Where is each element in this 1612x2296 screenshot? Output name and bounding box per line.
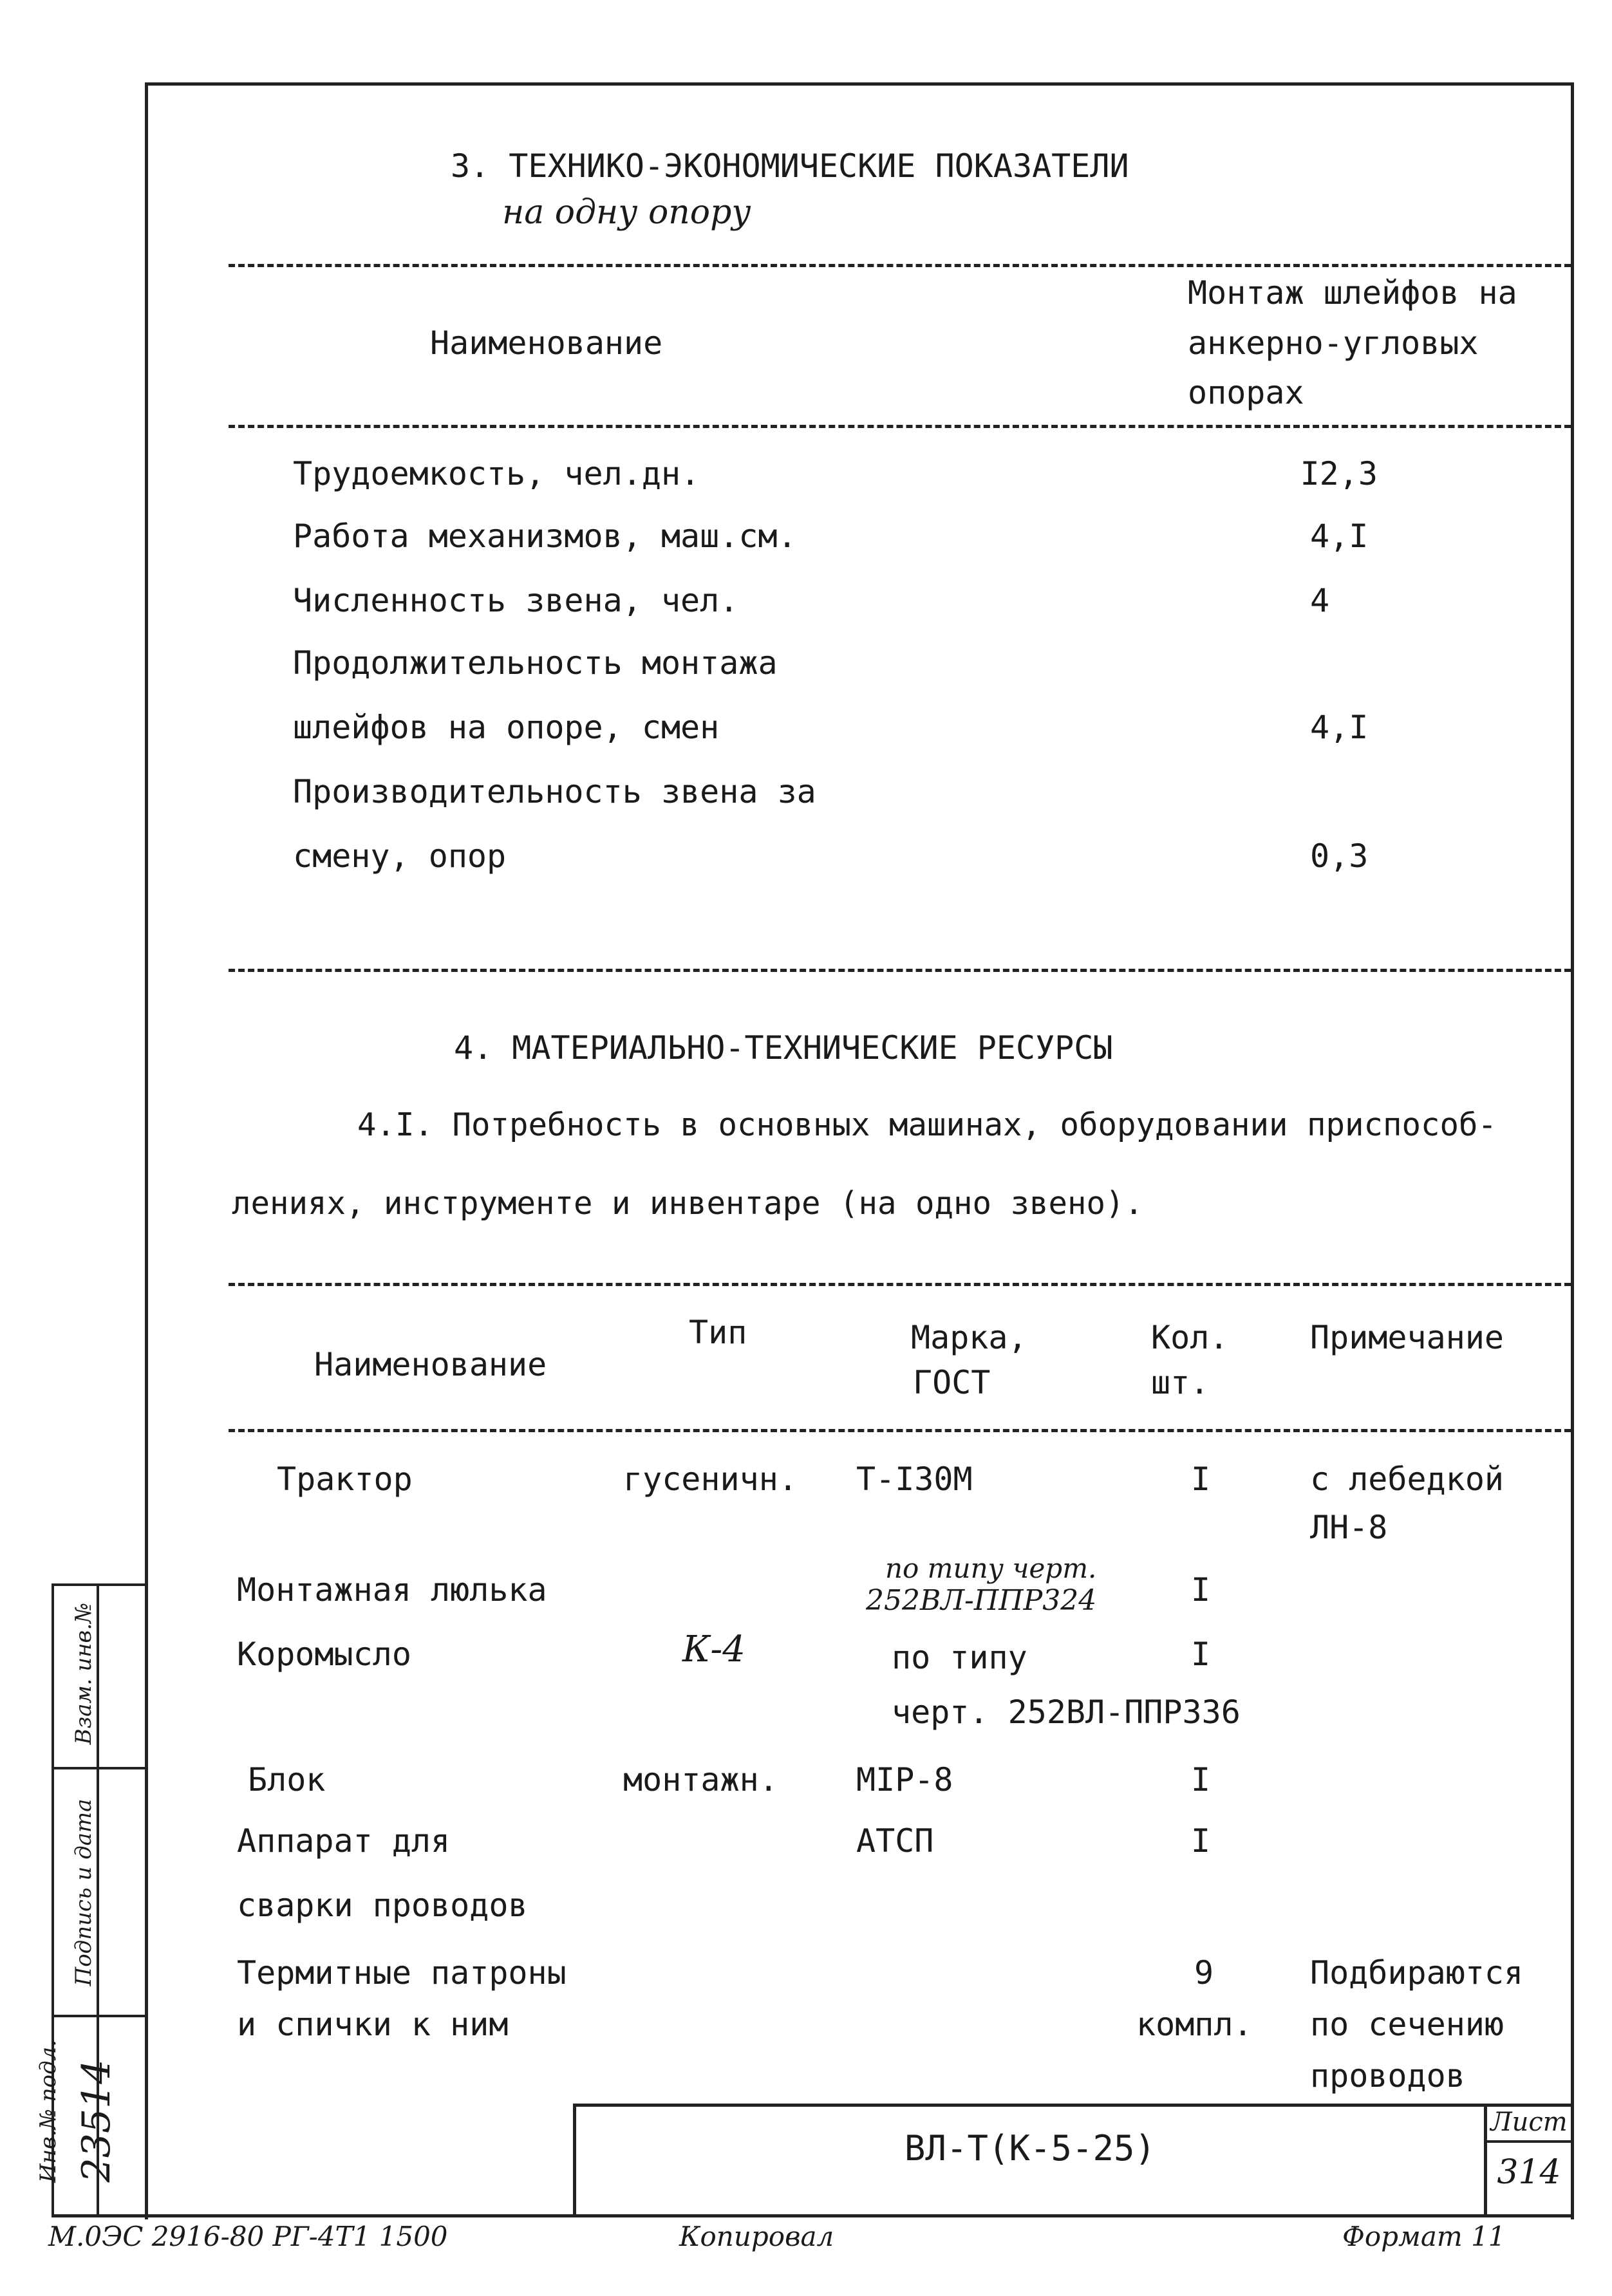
table3-header-name: Наименование [430, 324, 663, 362]
table4-row-mark: по типу [892, 1639, 1027, 1676]
table3-row-name: Производительность звена за [293, 773, 816, 810]
side-sign-label: Подпись и дата [71, 1798, 97, 1986]
side-stamp-div2 [52, 2015, 148, 2017]
table3-row-value: 4 [1310, 582, 1330, 619]
side-stamp-div1 [52, 1767, 148, 1769]
table4-header-rule [229, 1429, 1571, 1432]
table4-row-qty: I [1191, 1461, 1211, 1498]
side-replace-label: Взам. инв.№ [71, 1602, 97, 1745]
section4-paragraph-line1: 4.I. Потребность в основных машинах, оборудовании приспособ- [357, 1106, 1497, 1143]
table3-row-name: Численность звена, чел. [293, 582, 739, 619]
table4-header-mark: Марка, [911, 1319, 1027, 1356]
table3-row-value: I2,3 [1300, 455, 1378, 492]
stamp-left [573, 2104, 576, 2216]
table4-row-qty: 9 [1194, 1954, 1214, 1992]
table3-top-rule [229, 264, 1571, 267]
frame-right [1571, 82, 1574, 2219]
table3-row-name: Продолжительность монтажа [293, 644, 778, 682]
table3-row-value: 4,I [1310, 709, 1369, 746]
stamp-top [573, 2104, 1572, 2107]
table4-row-mark: АТСП [856, 1822, 934, 1860]
table4-row-name: и спички к ним [237, 2006, 509, 2043]
footer-right: Формат 11 [1342, 2221, 1506, 2252]
table4-row-name: Термитные патроны [237, 1954, 567, 1992]
table4-header-qty: Кол. [1151, 1319, 1229, 1356]
table4-row-type: монтажн. [623, 1761, 778, 1798]
table3-header-rule [229, 425, 1571, 428]
table4-row-mark: 252ВЛ-ППР324 [866, 1584, 1097, 1617]
table4-row-type: гусеничн. [623, 1461, 798, 1498]
table3-row-name: Трудоемкость, чел.дн. [293, 455, 700, 492]
table4-row-name: Монтажная люлька [237, 1571, 547, 1609]
side-stamp-top [52, 1583, 148, 1586]
table4-row-qty: I [1191, 1822, 1211, 1860]
table4-row-qty: I [1191, 1636, 1211, 1673]
table3-header-value-2: анкерно-угловых [1188, 324, 1479, 362]
table4-header-qty: шт. [1151, 1364, 1210, 1401]
section4-heading: 4. МАТЕРИАЛЬНО-ТЕХНИЧЕСКИЕ РЕСУРСЫ [454, 1029, 1113, 1067]
table4-row-type: К-4 [682, 1629, 745, 1670]
table4-row-name: Аппарат для [237, 1822, 451, 1860]
table4-row-qty: компл. [1136, 2006, 1253, 2043]
frame-top [145, 82, 1574, 86]
stamp-sheet-divider [1484, 2140, 1572, 2143]
frame-left [145, 82, 148, 2219]
table4-row-mark: МIР-8 [856, 1761, 953, 1798]
table3-row-value: 4,I [1310, 518, 1369, 555]
section3-heading: 3. ТЕХНИКО-ЭКОНОМИЧЕСКИЕ ПОКАЗАТЕЛИ [451, 147, 1129, 185]
table4-row-note: Подбираются [1310, 1954, 1524, 1992]
table4-row-name: Трактор [277, 1461, 413, 1498]
side-inv-number: 23514 [74, 2059, 119, 2183]
table4-row-mark: по типу черт. [885, 1553, 1097, 1584]
table4-row-note: проводов [1310, 2057, 1465, 2095]
table3-bottom-rule [229, 969, 1571, 972]
table4-row-name: Блок [248, 1761, 326, 1798]
footer-left: М.0ЭС 2916-80 РГ-4Т1 1500 [48, 2221, 448, 2252]
table4-top-rule [229, 1283, 1571, 1286]
stamp-sheet-number: 314 [1497, 2153, 1561, 2192]
table4-row-name: Коромысло [237, 1636, 411, 1673]
table3-header-value-3: опорах [1188, 374, 1304, 411]
table4-row-note: с лебедкой [1310, 1461, 1504, 1498]
table4-row-mark: черт. 252ВЛ-ППР336 [892, 1694, 1241, 1731]
table4-row-note: ЛН-8 [1310, 1509, 1388, 1546]
table4-row-name: сварки проводов [237, 1887, 528, 1924]
stamp-code: ВЛ-Т(К-5-25) [904, 2128, 1156, 2169]
stamp-sheet-label: Лист [1490, 2107, 1568, 2137]
table4-header-mark: ГОСТ [913, 1364, 991, 1401]
table4-row-qty: I [1191, 1761, 1211, 1798]
table3-header-value-1: Монтаж шлейфов на [1188, 274, 1517, 312]
table4-header-type: Тип [689, 1314, 747, 1351]
table3-row-name: шлейфов на опоре, смен [293, 709, 720, 746]
table4-row-qty: I [1191, 1571, 1211, 1609]
frame-bottom [52, 2214, 1574, 2217]
table4-header-name: Наименование [314, 1346, 547, 1383]
table4-row-note: по сечению [1310, 2006, 1504, 2043]
section3-subheading: на одну опору [502, 193, 751, 232]
table3-row-name: Работа механизмов, маш.см. [293, 518, 797, 555]
table4-header-note: Примечание [1310, 1319, 1504, 1356]
table4-row-mark: Т-I30М [856, 1461, 973, 1498]
footer-center: Копировал [679, 2221, 834, 2252]
table3-row-value: 0,3 [1310, 837, 1369, 875]
side-inv-label: Инв.№ подл. [35, 2040, 61, 2183]
section4-paragraph-line2: лениях, инструменте и инвентаре (на одно звено). [232, 1185, 1144, 1222]
table3-row-name: смену, опор [293, 837, 507, 875]
